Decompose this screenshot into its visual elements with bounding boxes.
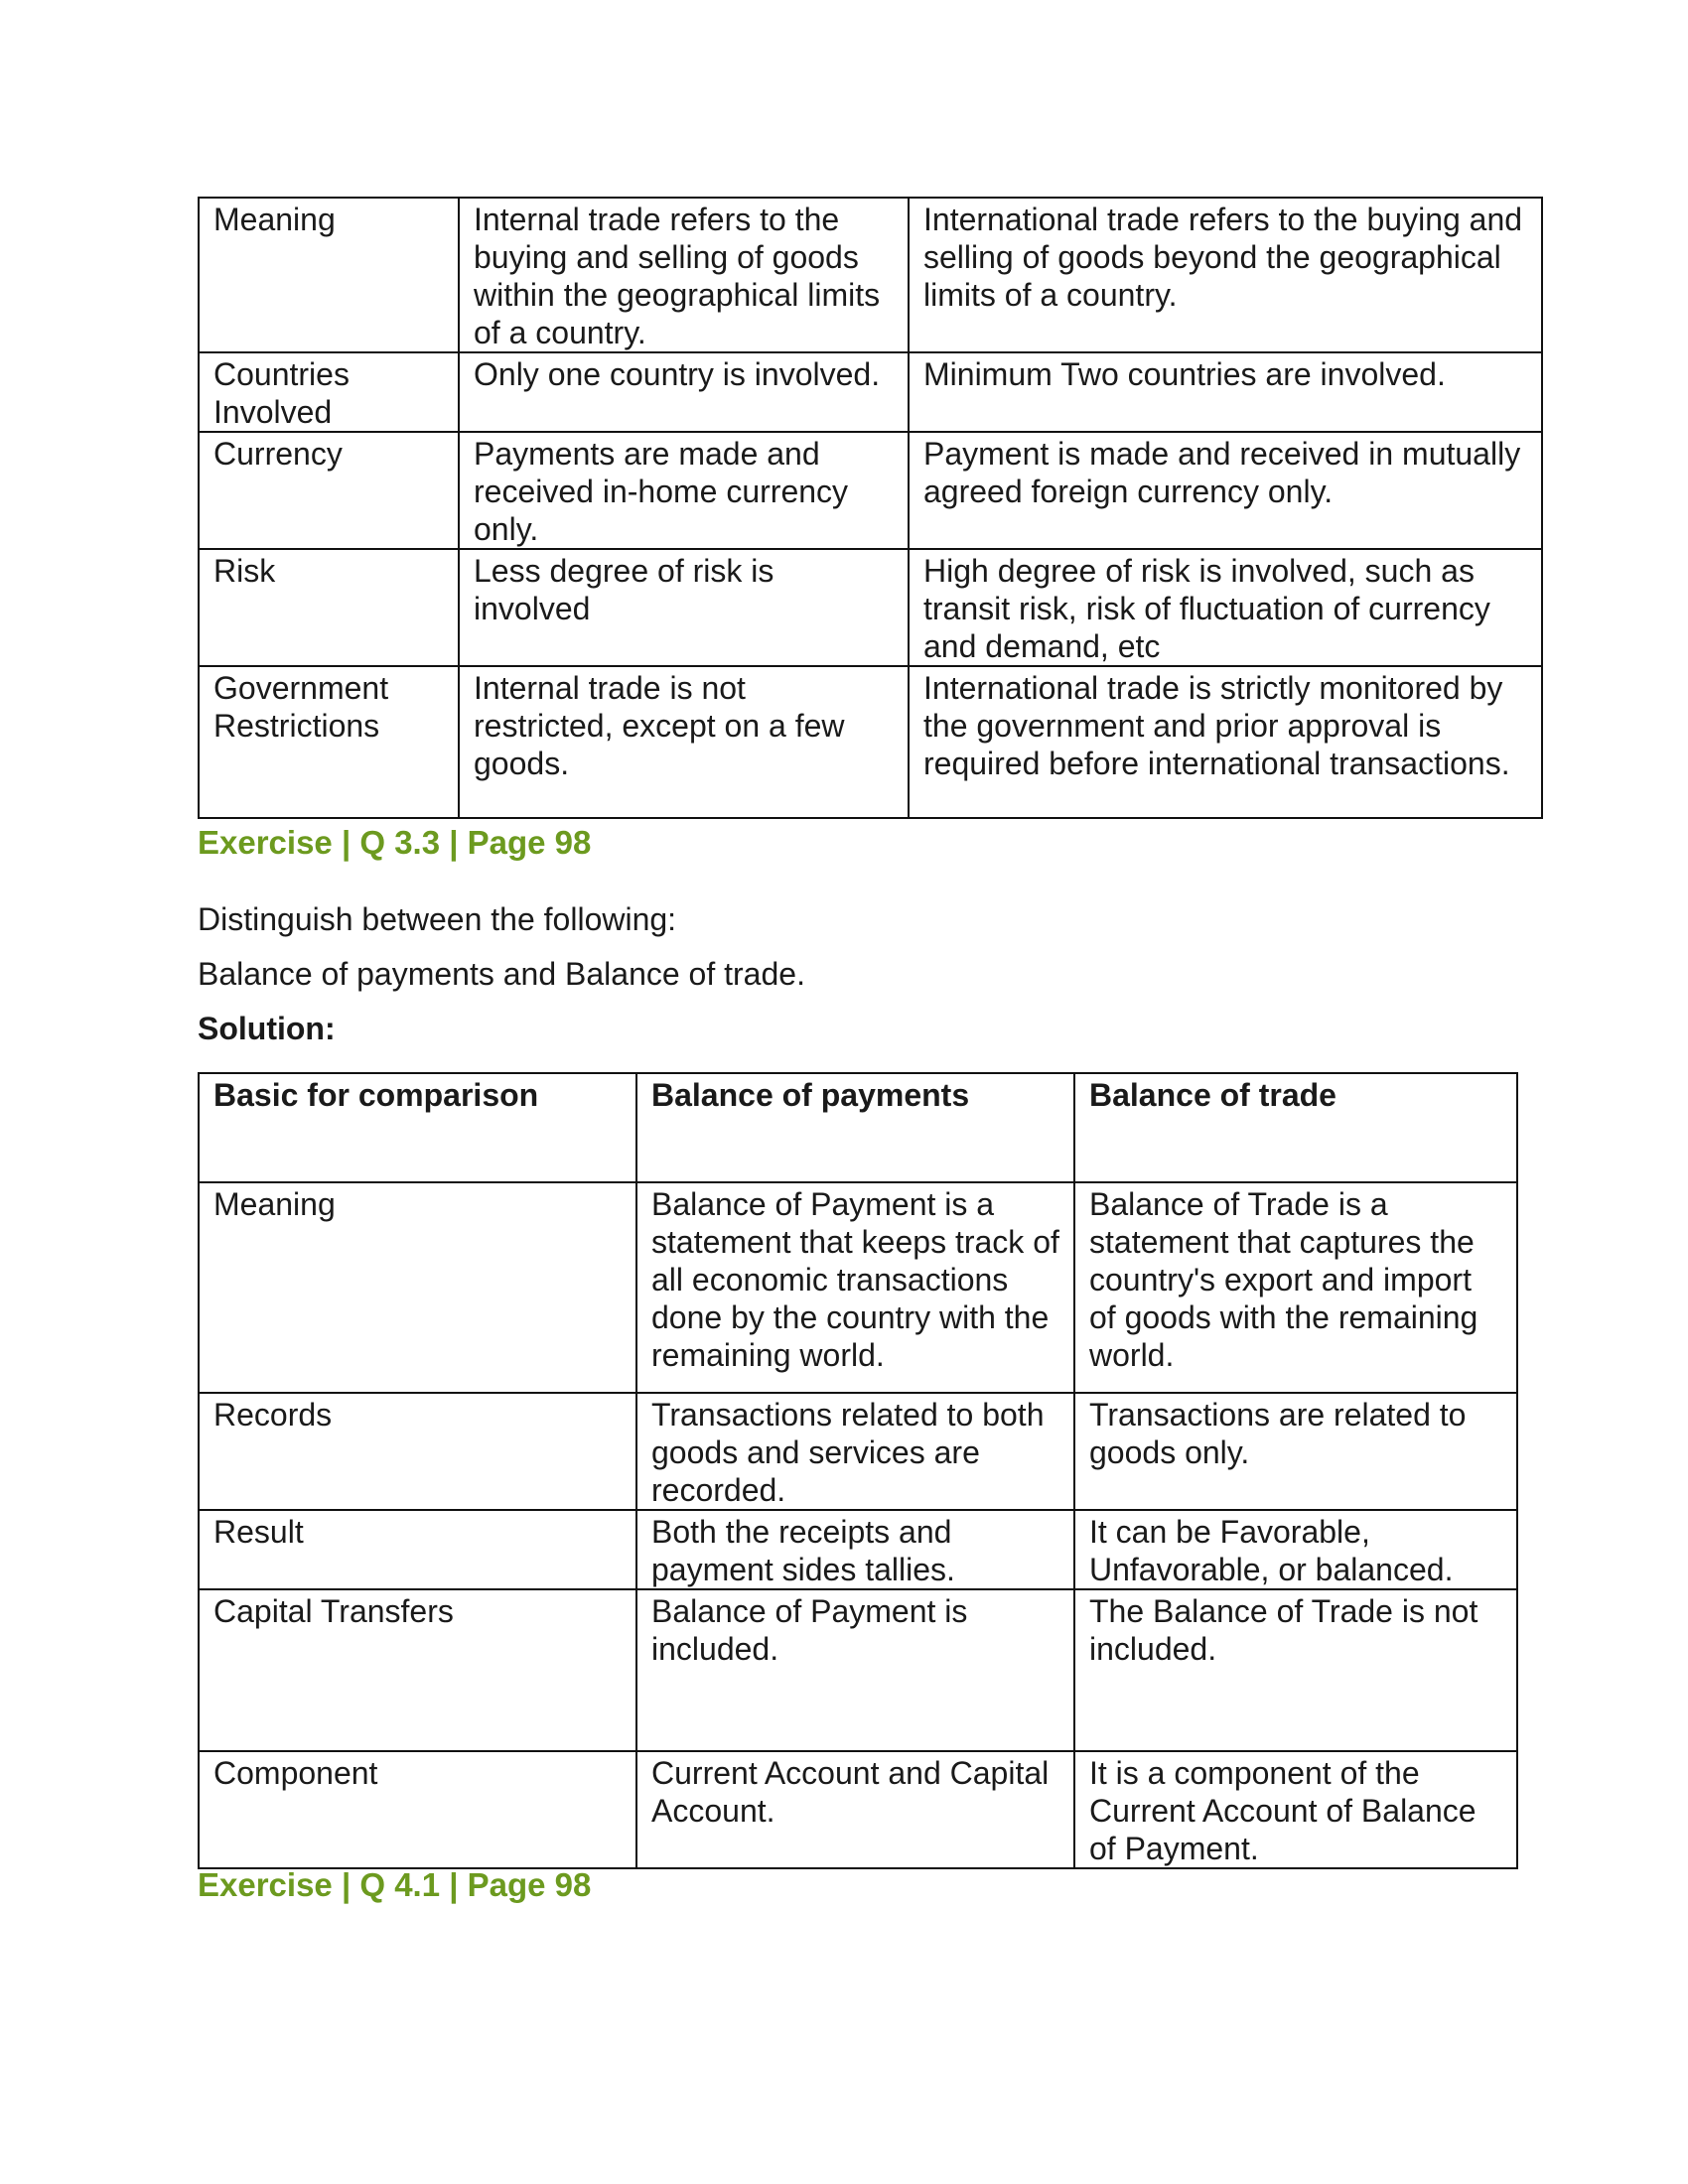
international-trade-cell: International trade is strictly monitored by the government and prior approval is required before international transactions. [909, 666, 1542, 818]
table-row [199, 352, 1542, 432]
internal-trade-cell: Payments are made and received in-home currency only. [459, 432, 909, 549]
table-row [199, 198, 1542, 352]
row-label: Component [199, 1751, 636, 1868]
question-text: Distinguish between the following: [198, 901, 677, 937]
column-header: Basic for comparison [199, 1073, 636, 1182]
internal-trade-cell: Internal trade refers to the buying and selling of goods within the geographical limits of a country. [459, 198, 909, 352]
table-row [199, 1751, 1517, 1868]
international-trade-cell: Payment is made and received in mutually agreed foreign currency only. [909, 432, 1542, 549]
bop-cell: Balance of Payment is a statement that keeps track of all economic transactions done by the country with the remaining world. [636, 1182, 1074, 1393]
row-label: Result [199, 1510, 636, 1589]
row-label: Meaning [199, 198, 459, 352]
row-label: Government Restrictions [199, 666, 459, 818]
row-label: Risk [199, 549, 459, 666]
question-subtext: Balance of payments and Balance of trade. [198, 956, 805, 992]
bot-cell: The Balance of Trade is not included. [1074, 1589, 1517, 1751]
row-label: Meaning [199, 1182, 636, 1393]
bot-cell: Transactions are related to goods only. [1074, 1393, 1517, 1510]
bot-cell: Balance of Trade is a statement that captures the country's export and import of goods with the remaining world. [1074, 1182, 1517, 1393]
table-row [199, 666, 1542, 818]
row-label: Capital Transfers [199, 1589, 636, 1751]
table-row [199, 432, 1542, 549]
bop-cell: Both the receipts and payment sides tallies. [636, 1510, 1074, 1589]
international-trade-cell: Minimum Two countries are involved. [909, 352, 1542, 432]
international-trade-cell: International trade refers to the buying and selling of goods beyond the geographical limits of a country. [909, 198, 1542, 352]
row-label: Currency [199, 432, 459, 549]
table-row [199, 1510, 1517, 1589]
table-row [199, 1393, 1517, 1510]
bot-cell: It can be Favorable, Unfavorable, or balanced. [1074, 1510, 1517, 1589]
table-row [199, 1182, 1517, 1393]
bop-cell: Transactions related to both goods and services are recorded. [636, 1393, 1074, 1510]
table-header-row [199, 1073, 1517, 1182]
solution-label: Solution: [198, 1011, 336, 1046]
column-header: Balance of trade [1074, 1073, 1517, 1182]
row-label: Records [199, 1393, 636, 1510]
bop-cell: Balance of Payment is included. [636, 1589, 1074, 1751]
internal-trade-cell: Less degree of risk is involved [459, 549, 909, 666]
exercise-heading: Exercise | Q 4.1 | Page 98 [198, 1866, 592, 1903]
bop-cell: Current Account and Capital Account. [636, 1751, 1074, 1868]
internal-trade-cell: Only one country is involved. [459, 352, 909, 432]
internal-trade-cell: Internal trade is not restricted, except on a few goods. [459, 666, 909, 818]
exercise-heading: Exercise | Q 3.3 | Page 98 [198, 824, 592, 861]
bot-cell: It is a component of the Current Account of Balance of Payment. [1074, 1751, 1517, 1868]
row-label: Countries Involved [199, 352, 459, 432]
internal-vs-international-trade-table [198, 197, 1543, 819]
column-header: Balance of payments [636, 1073, 1074, 1182]
table-row [199, 549, 1542, 666]
bop-vs-bot-table [198, 1072, 1518, 1869]
table-row [199, 1589, 1517, 1751]
international-trade-cell: High degree of risk is involved, such as transit risk, risk of fluctuation of currency and demand, etc [909, 549, 1542, 666]
